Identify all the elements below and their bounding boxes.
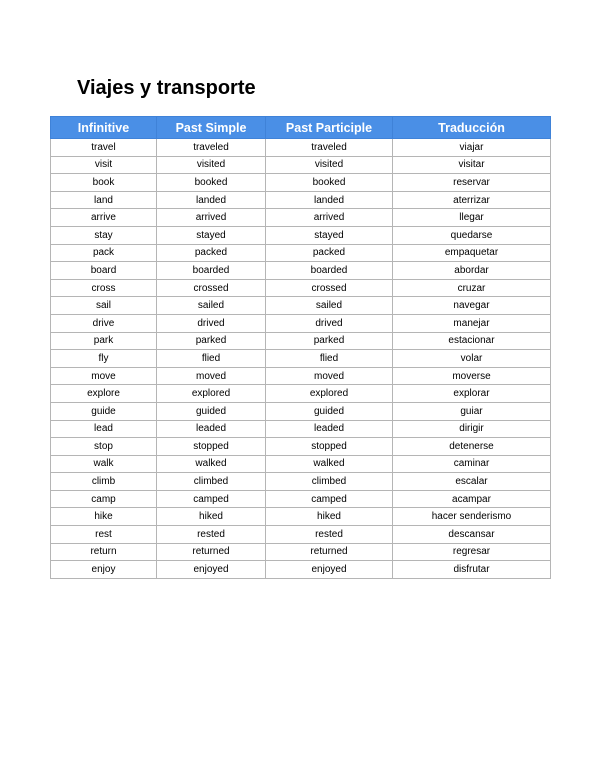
- cell-past-simple: walked: [157, 455, 266, 473]
- cell-infinitive: stop: [51, 438, 157, 456]
- cell-past-simple: camped: [157, 490, 266, 508]
- cell-infinitive: guide: [51, 402, 157, 420]
- cell-traduccion: caminar: [393, 455, 551, 473]
- table-row: [51, 262, 551, 280]
- table-row: [51, 350, 551, 368]
- header-infinitive: Infinitive: [51, 117, 157, 139]
- cell-past-simple: leaded: [157, 420, 266, 438]
- cell-infinitive: arrive: [51, 209, 157, 227]
- cell-past-participle: boarded: [266, 262, 393, 280]
- cell-infinitive: walk: [51, 455, 157, 473]
- cell-past-simple: landed: [157, 191, 266, 209]
- table-row: [51, 473, 551, 491]
- cell-traduccion: regresar: [393, 543, 551, 561]
- cell-traduccion: detenerse: [393, 438, 551, 456]
- header-row: [51, 117, 551, 139]
- cell-past-participle: crossed: [266, 279, 393, 297]
- cell-past-participle: packed: [266, 244, 393, 262]
- cell-traduccion: visitar: [393, 156, 551, 174]
- cell-past-simple: visited: [157, 156, 266, 174]
- cell-past-participle: returned: [266, 543, 393, 561]
- cell-traduccion: reservar: [393, 174, 551, 192]
- cell-infinitive: drive: [51, 314, 157, 332]
- cell-infinitive: move: [51, 367, 157, 385]
- table-row: [51, 297, 551, 315]
- cell-infinitive: fly: [51, 350, 157, 368]
- cell-infinitive: park: [51, 332, 157, 350]
- verb-table: [50, 116, 551, 579]
- cell-infinitive: sail: [51, 297, 157, 315]
- cell-traduccion: acampar: [393, 490, 551, 508]
- table-row: [51, 244, 551, 262]
- cell-past-simple: arrived: [157, 209, 266, 227]
- table-row: [51, 543, 551, 561]
- cell-past-participle: flied: [266, 350, 393, 368]
- table-row: [51, 561, 551, 579]
- cell-past-simple: hiked: [157, 508, 266, 526]
- cell-past-participle: climbed: [266, 473, 393, 491]
- table-row: [51, 139, 551, 157]
- cell-past-participle: guided: [266, 402, 393, 420]
- cell-infinitive: camp: [51, 490, 157, 508]
- cell-traduccion: quedarse: [393, 226, 551, 244]
- table-row: [51, 508, 551, 526]
- table-row: [51, 385, 551, 403]
- cell-infinitive: stay: [51, 226, 157, 244]
- table-row: [51, 209, 551, 227]
- cell-past-participle: arrived: [266, 209, 393, 227]
- table-row: [51, 226, 551, 244]
- cell-past-simple: crossed: [157, 279, 266, 297]
- table-row: [51, 314, 551, 332]
- table-row: [51, 174, 551, 192]
- cell-past-participle: explored: [266, 385, 393, 403]
- cell-infinitive: board: [51, 262, 157, 280]
- cell-traduccion: guiar: [393, 402, 551, 420]
- cell-traduccion: manejar: [393, 314, 551, 332]
- cell-infinitive: travel: [51, 139, 157, 157]
- cell-past-participle: stopped: [266, 438, 393, 456]
- cell-traduccion: moverse: [393, 367, 551, 385]
- table-row: [51, 490, 551, 508]
- cell-past-participle: visited: [266, 156, 393, 174]
- cell-infinitive: visit: [51, 156, 157, 174]
- cell-traduccion: estacionar: [393, 332, 551, 350]
- cell-infinitive: lead: [51, 420, 157, 438]
- table-row: [51, 455, 551, 473]
- table-row: [51, 191, 551, 209]
- cell-infinitive: enjoy: [51, 561, 157, 579]
- cell-traduccion: descansar: [393, 526, 551, 544]
- cell-traduccion: volar: [393, 350, 551, 368]
- cell-infinitive: rest: [51, 526, 157, 544]
- cell-traduccion: explorar: [393, 385, 551, 403]
- cell-infinitive: book: [51, 174, 157, 192]
- cell-past-simple: explored: [157, 385, 266, 403]
- table-row: [51, 402, 551, 420]
- cell-traduccion: aterrizar: [393, 191, 551, 209]
- cell-past-simple: rested: [157, 526, 266, 544]
- cell-infinitive: cross: [51, 279, 157, 297]
- cell-past-simple: climbed: [157, 473, 266, 491]
- header-past-simple: Past Simple: [157, 117, 266, 139]
- cell-past-participle: camped: [266, 490, 393, 508]
- cell-infinitive: land: [51, 191, 157, 209]
- cell-past-simple: returned: [157, 543, 266, 561]
- page-title: Viajes y transporte: [77, 77, 256, 99]
- cell-past-participle: booked: [266, 174, 393, 192]
- table-row: [51, 156, 551, 174]
- cell-past-simple: guided: [157, 402, 266, 420]
- table-row: [51, 438, 551, 456]
- cell-infinitive: climb: [51, 473, 157, 491]
- cell-past-simple: stopped: [157, 438, 266, 456]
- header-past-participle: Past Participle: [266, 117, 393, 139]
- cell-traduccion: cruzar: [393, 279, 551, 297]
- cell-traduccion: llegar: [393, 209, 551, 227]
- cell-past-simple: traveled: [157, 139, 266, 157]
- cell-past-participle: moved: [266, 367, 393, 385]
- table-body: [51, 139, 551, 579]
- cell-traduccion: viajar: [393, 139, 551, 157]
- table-row: [51, 279, 551, 297]
- cell-past-simple: booked: [157, 174, 266, 192]
- cell-traduccion: navegar: [393, 297, 551, 315]
- cell-traduccion: escalar: [393, 473, 551, 491]
- cell-infinitive: hike: [51, 508, 157, 526]
- cell-past-participle: leaded: [266, 420, 393, 438]
- cell-past-participle: hiked: [266, 508, 393, 526]
- cell-traduccion: dirigir: [393, 420, 551, 438]
- cell-past-simple: drived: [157, 314, 266, 332]
- cell-past-simple: boarded: [157, 262, 266, 280]
- cell-past-simple: sailed: [157, 297, 266, 315]
- cell-past-participle: stayed: [266, 226, 393, 244]
- cell-past-participle: sailed: [266, 297, 393, 315]
- cell-past-simple: parked: [157, 332, 266, 350]
- table-row: [51, 526, 551, 544]
- cell-past-participle: landed: [266, 191, 393, 209]
- cell-past-participle: parked: [266, 332, 393, 350]
- cell-past-participle: traveled: [266, 139, 393, 157]
- cell-past-simple: moved: [157, 367, 266, 385]
- cell-past-simple: stayed: [157, 226, 266, 244]
- cell-traduccion: disfrutar: [393, 561, 551, 579]
- cell-past-participle: enjoyed: [266, 561, 393, 579]
- cell-traduccion: empaquetar: [393, 244, 551, 262]
- cell-past-simple: enjoyed: [157, 561, 266, 579]
- cell-past-participle: drived: [266, 314, 393, 332]
- cell-infinitive: return: [51, 543, 157, 561]
- cell-past-participle: walked: [266, 455, 393, 473]
- cell-past-participle: rested: [266, 526, 393, 544]
- table-row: [51, 420, 551, 438]
- cell-traduccion: abordar: [393, 262, 551, 280]
- cell-traduccion: hacer senderismo: [393, 508, 551, 526]
- table-row: [51, 367, 551, 385]
- table-row: [51, 332, 551, 350]
- cell-past-simple: packed: [157, 244, 266, 262]
- cell-past-simple: flied: [157, 350, 266, 368]
- cell-infinitive: explore: [51, 385, 157, 403]
- table-header: [51, 117, 551, 139]
- header-traduccion: Traducción: [393, 117, 551, 139]
- cell-infinitive: pack: [51, 244, 157, 262]
